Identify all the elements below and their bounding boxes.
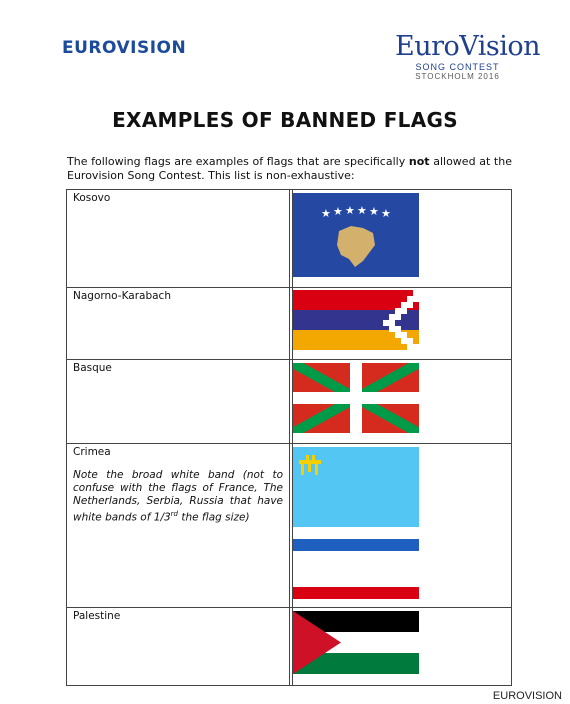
country-name: Basque — [73, 362, 112, 374]
table-row-basque — [67, 360, 511, 444]
song-contest-logo — [395, 31, 541, 81]
svg-text:★: ★ — [321, 207, 331, 220]
country-name: Kosovo — [73, 192, 111, 204]
crimea-note-sup: rd — [170, 510, 178, 518]
palestine-flag-icon — [293, 611, 419, 674]
song-contest-logo-wordmark: EuroVision — [395, 31, 541, 62]
page-title: EXAMPLES OF BANNED FLAGS — [112, 108, 458, 132]
country-name: Crimea — [73, 446, 111, 458]
intro-paragraph — [67, 155, 512, 183]
banned-flags-table — [66, 189, 512, 686]
intro-text-after: allowed at the Eurovision Song Contest. This list is non-exhaustive: — [67, 155, 512, 182]
crimea-note-text-end: the flag size) — [178, 511, 250, 524]
kosovo-flag-icon — [293, 193, 419, 277]
table-row-nagorno-karabach — [67, 288, 511, 360]
svg-text:★: ★ — [381, 207, 391, 220]
table-row-palestine — [67, 608, 511, 687]
crimea-note — [73, 469, 283, 525]
country-name: Nagorno-Karabach — [73, 290, 171, 302]
svg-text:★: ★ — [333, 205, 343, 218]
nagorno-karabakh-flag-icon — [293, 290, 419, 350]
svg-text:★: ★ — [345, 204, 355, 217]
intro-text-bold: not — [408, 155, 430, 168]
eurovision-logo: EUROVISION — [62, 38, 187, 58]
song-contest-logo-line2: STOCKHOLM 2016 — [415, 72, 500, 81]
table-row-crimea — [67, 444, 511, 608]
intro-text-before: The following flags are examples of flags that are specifically — [67, 155, 409, 168]
country-name: Palestine — [73, 610, 121, 622]
table-row-kosovo — [67, 190, 511, 288]
svg-text:★: ★ — [357, 204, 367, 217]
svg-text:★: ★ — [369, 205, 379, 218]
basque-flag-icon — [293, 363, 419, 433]
crimea-flag-icon — [293, 447, 419, 601]
footer-credit: EUROVISION — [492, 690, 562, 702]
crimea-note-text: Note the broad white band (not to confuse with the flags of France, The Netherlands, Serbia, Russia that have white bands of 1/3 — [73, 469, 283, 524]
song-contest-logo-line1: SONG CONTEST — [415, 62, 500, 72]
